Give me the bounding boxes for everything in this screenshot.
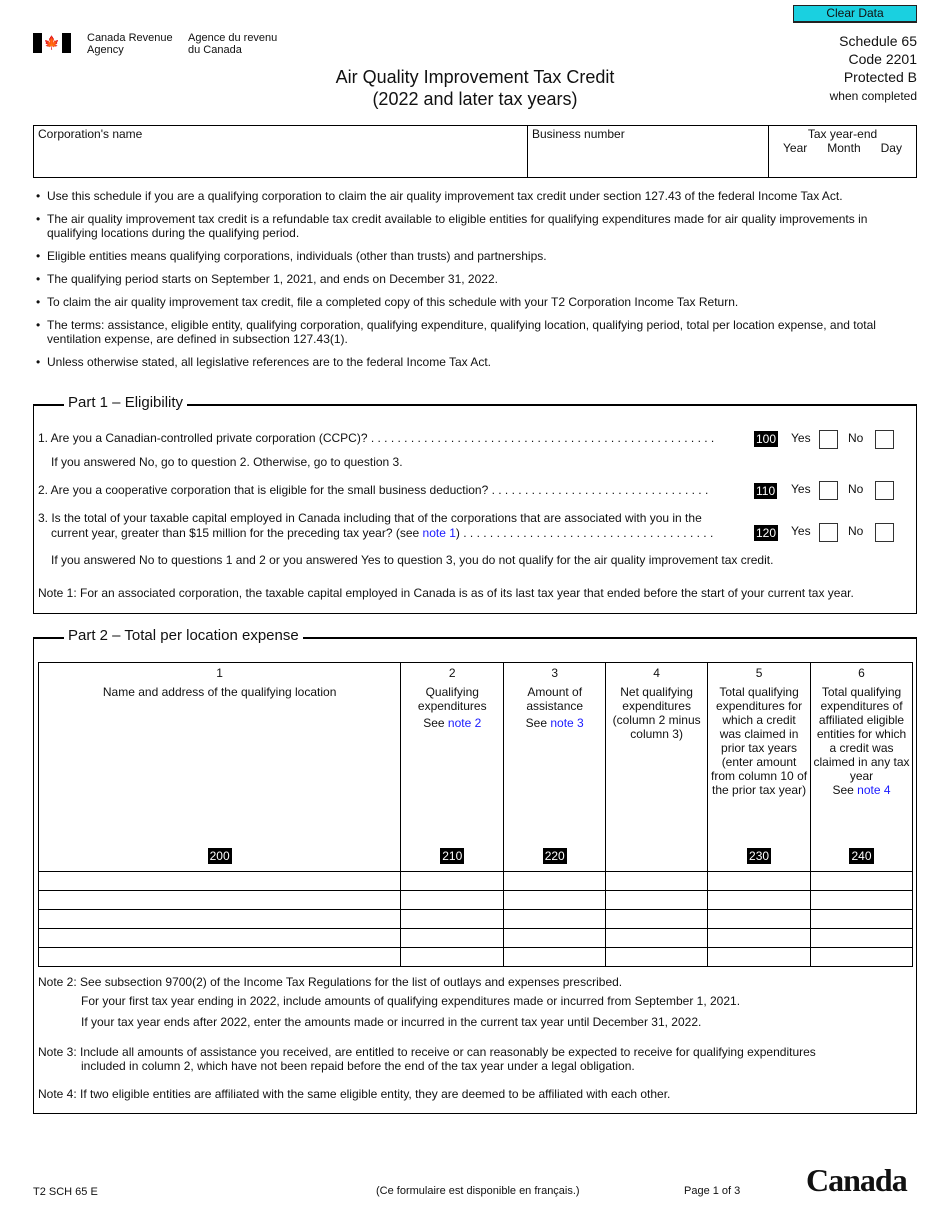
tax-year-end-field[interactable]: [769, 126, 916, 177]
question-2: 2. Are you a cooperative corporation that is eligible for the small business deduction? . . . . . . . . . . . . . . . . . . . . . . . . . . . . . . . . .: [38, 483, 709, 497]
table-row: [39, 948, 913, 967]
question-1-note: If you answered No, go to question 2. Otherwise, go to question 3.: [51, 455, 403, 469]
note-3-link[interactable]: note 3: [550, 716, 584, 730]
list-item: • Eligible entities means qualifying corporations, individuals (other than trusts) and partnerships.: [36, 249, 906, 263]
amount-cell[interactable]: [708, 948, 811, 967]
amount-cell[interactable]: [606, 891, 708, 910]
amount-cell[interactable]: [606, 948, 708, 967]
business-number-field[interactable]: [528, 126, 769, 177]
list-item: • The qualifying period starts on September 1, 2021, and ends on December 31, 2022.: [36, 272, 906, 286]
note-4-link[interactable]: note 4: [857, 783, 891, 797]
part2-title: Part 2 – Total per location expense: [64, 627, 303, 644]
location-cell[interactable]: [39, 929, 401, 948]
expense-table: [38, 662, 913, 967]
yes-label: Yes: [791, 431, 811, 445]
column-header-6: 6 Total qualifying expenditures of affiliated eligible entities for which a credit was claimed in any tax year See note 4 240: [811, 663, 913, 872]
table-row: [39, 891, 913, 910]
amount-cell[interactable]: [401, 948, 504, 967]
agency-name-fr: Agence du revenu du Canada: [188, 32, 278, 56]
location-cell[interactable]: [39, 872, 401, 891]
amount-cell[interactable]: [401, 929, 504, 948]
list-item: • The air quality improvement tax credit is a refundable tax credit available to eligible entities for qualifying expenditures made for air quality improvements in qualifying locations during the qualifying period.: [36, 212, 906, 240]
column-header-2: 2 Qualifying expenditures See note 2 210: [401, 663, 504, 872]
table-row: [39, 929, 913, 948]
part2-location-expense: [33, 627, 917, 1114]
list-item: • To claim the air quality improvement tax credit, file a completed copy of this schedule with your T2 Corporation Income Tax Return.: [36, 295, 906, 309]
page-subtitle: (2022 and later tax years): [372, 89, 578, 109]
amount-cell[interactable]: [708, 929, 811, 948]
q1-yes-checkbox[interactable]: [819, 430, 838, 449]
table-row: [39, 910, 913, 929]
note-3-detail: included in column 2, which have not been repaid before the end of the tax year under a legal obligation.: [81, 1059, 635, 1073]
question-3-note: If you answered No to questions 1 and 2 or you answered Yes to question 3, you do not qualify for the air quality improvement tax credit.: [51, 553, 774, 567]
q2-yes-checkbox[interactable]: [819, 481, 838, 500]
q1-no-checkbox[interactable]: [875, 430, 894, 449]
q3-yes-checkbox[interactable]: [819, 523, 838, 542]
column-header-5: 5 Total qualifying expenditures for which a credit was claimed in prior tax years (enter amount from column 10 of the prior tax year) 230: [708, 663, 811, 872]
page-title: Air Quality Improvement Tax Credit: [335, 67, 615, 87]
note-1-link[interactable]: note 1: [422, 526, 456, 540]
q2-no-checkbox[interactable]: [875, 481, 894, 500]
identification-box: [33, 125, 917, 178]
line-code-120: 120: [756, 526, 777, 540]
note-1: Note 1: For an associated corporation, the taxable capital employed in Canada is as of its last tax year that ended before the start of your current tax year.: [38, 586, 854, 600]
page-number: Page 1 of 3: [684, 1185, 741, 1197]
amount-cell[interactable]: [401, 872, 504, 891]
amount-cell[interactable]: [606, 872, 708, 891]
amount-cell[interactable]: [504, 929, 606, 948]
amount-cell[interactable]: [606, 910, 708, 929]
form-code: Code 2201: [848, 51, 917, 67]
note-4: Note 4: If two eligible entities are affiliated with the same eligible entity, they are deemed to be affiliated with each other.: [38, 1087, 671, 1101]
amount-cell[interactable]: [401, 891, 504, 910]
amount-cell[interactable]: [708, 910, 811, 929]
column-header-4: 4 Net qualifying expenditures (column 2 minus column 3): [606, 663, 708, 872]
amount-cell[interactable]: [708, 872, 811, 891]
yes-label: Yes: [791, 482, 811, 496]
location-cell[interactable]: [39, 910, 401, 929]
question-1: 1. Are you a Canadian-controlled private corporation (CCPC)? . . . . . . . . . . . . . . . . . . . . . . . . . . . . . . . . . . . . . . . . . . . . . . . . . . . .: [38, 431, 715, 445]
line-code-240: 240: [851, 849, 872, 863]
location-cell[interactable]: [39, 948, 401, 967]
tax-year-end-label: Tax year-end: [807, 127, 878, 141]
agency-name-en: Canada Revenue Agency: [87, 32, 173, 56]
amount-cell[interactable]: [811, 929, 913, 948]
line-code-110: 110: [756, 484, 776, 498]
table-row: [39, 872, 913, 891]
when-completed-label: when completed: [829, 89, 917, 103]
instructions-list: [36, 189, 906, 378]
line-code-200: 200: [209, 849, 230, 863]
amount-cell[interactable]: [811, 948, 913, 967]
month-label: Month: [827, 141, 861, 155]
list-item: • Unless otherwise stated, all legislative references are to the federal Income Tax Act.: [36, 355, 906, 369]
note-2-detail: If your tax year ends after 2022, enter the amounts made or incurred in the current tax year until December 31, 2022.: [81, 1015, 702, 1029]
no-label: No: [848, 524, 864, 538]
canada-wordmark: Canada: [806, 1162, 907, 1198]
protected-label: Protected B: [843, 69, 917, 85]
column-header-1: 1 Name and address of the qualifying location 200: [39, 663, 401, 872]
part1-eligibility: [33, 394, 917, 614]
amount-cell[interactable]: [401, 910, 504, 929]
list-item: • Use this schedule if you are a qualifying corporation to claim the air quality improvement tax credit under section 127.43 of the federal Income Tax Act.: [36, 189, 906, 203]
corporation-name-field[interactable]: [34, 126, 528, 177]
clear-data-button[interactable]: Clear Data: [793, 5, 917, 23]
line-code-210: 210: [442, 849, 463, 863]
amount-cell[interactable]: [811, 910, 913, 929]
note-3: Note 3: Include all amounts of assistance you received, are entitled to receive or can reasonably be expected to receive for qualifying expenditures: [38, 1045, 816, 1059]
line-code-230: 230: [749, 849, 770, 863]
note-2: Note 2: See subsection 9700(2) of the Income Tax Regulations for the list of outlays and expenses prescribed.: [38, 975, 623, 989]
canada-flag-icon: 🍁: [33, 33, 71, 53]
line-code-100: 100: [756, 432, 777, 446]
amount-cell[interactable]: [811, 872, 913, 891]
list-item: • The terms: assistance, eligible entity, qualifying corporation, qualifying expenditure, qualifying location, qualifying period, total per location expense, and total ventilation expense, are defined in subsection 127.43(1).: [36, 318, 906, 346]
form-number: T2 SCH 65 E: [33, 1186, 98, 1198]
corporation-name-label: Corporation's name: [38, 127, 143, 141]
line-code-220: 220: [544, 849, 565, 863]
no-label: No: [848, 482, 864, 496]
amount-cell[interactable]: [504, 910, 606, 929]
year-label: Year: [783, 141, 808, 155]
amount-cell[interactable]: [504, 872, 606, 891]
amount-cell[interactable]: [606, 929, 708, 948]
question-3: 3. Is the total of your taxable capital employed in Canada including that of the corporations that are associated with you in the current year, greater than $15 million for the preceding tax year? (see note 1) . . . . . . . . . . . . . . . . . . . . . . . . . . . . . . . . . . . . . .: [38, 511, 714, 540]
schedule-number: Schedule 65: [839, 33, 917, 49]
note-2-link[interactable]: note 2: [447, 716, 482, 730]
business-number-label: Business number: [532, 127, 625, 141]
column-header-3: 3 Amount of assistance See note 3 220: [504, 663, 606, 872]
location-cell[interactable]: [39, 891, 401, 910]
day-label: Day: [880, 141, 902, 155]
amount-cell[interactable]: [811, 891, 913, 910]
part1-title: Part 1 – Eligibility: [64, 394, 187, 411]
q3-no-checkbox[interactable]: [875, 523, 894, 542]
note-2-detail: For your first tax year ending in 2022, include amounts of qualifying expenditures made or incurred from September 1, 2021.: [81, 994, 741, 1008]
french-availability: (Ce formulaire est disponible en français.): [376, 1185, 580, 1197]
no-label: No: [848, 431, 864, 445]
yes-label: Yes: [791, 524, 811, 538]
amount-cell[interactable]: [504, 948, 606, 967]
amount-cell[interactable]: [504, 891, 606, 910]
amount-cell[interactable]: [708, 891, 811, 910]
